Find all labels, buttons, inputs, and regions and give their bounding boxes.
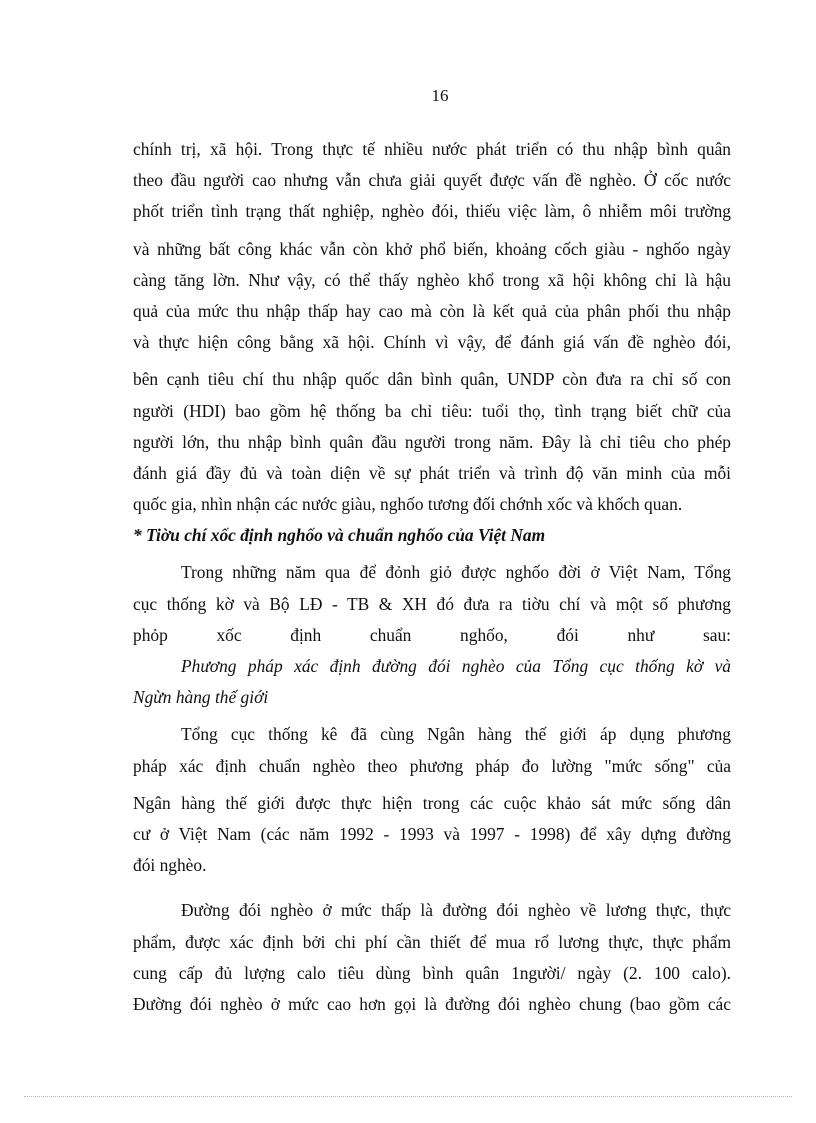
subheading-line: Ngừn hàng thế giới xyxy=(133,687,269,708)
text-line: Đường đói nghèo ở mức cao hơn gọi là đường đói nghèo chung (bao gồm các xyxy=(133,993,731,1014)
text-line: theo đầu người cao nhưng vẫn chưa giải quyết được vấn đề nghèo. Ở cốc nước xyxy=(133,170,731,191)
text-line: càng tăng lờn. Như vậy, có thể thấy nghèo khổ trong xã hội không chỉ là hậu xyxy=(133,269,731,290)
text-line: Tổng cục thống kê đã cùng Ngân hàng thế giới áp dụng phương xyxy=(181,724,731,745)
text-line: quả của mức thu nhập thấp hay cao mà còn là kết quả của phân phối thu nhập xyxy=(133,300,731,321)
text-line: cung cấp đủ lượng calo tiêu dùng bình quân 1người/ ngày (2. 100 calo). xyxy=(133,962,731,983)
text-line: Trong những năm qua để đỏnh giỏ được nghốo đời ở Việt Nam, Tổng xyxy=(181,562,731,583)
text-line: và thực hiện công bằng xã hội. Chính vì vậy, để đánh giá vấn đề nghèo đói, xyxy=(133,332,731,353)
footer-divider xyxy=(24,1096,792,1097)
text-line: Ngân hàng thế giới được thực hiện trong các cuộc khảo sát mức sống dân xyxy=(133,792,731,813)
text-line: người (HDI) bao gồm hệ thống ba chỉ tiêu: tuổi thọ, tình trạng biết chữ của xyxy=(133,400,731,421)
text-line: chính trị, xã hội. Trong thực tế nhiều nước phát triển có thu nhập bình quân xyxy=(133,139,731,159)
text-line: phốt triển tình trạng thất nghiệp, nghèo đói, thiếu việc làm, ô nhiễm môi trường xyxy=(133,201,731,222)
text-line: pháp xác định chuẩn nghèo theo phương pháp đo lường "mức sống" của xyxy=(133,755,731,776)
text-line: và những bất công khác vẫn còn khở phổ biến, khoảng cốch giàu - nghốo ngày xyxy=(133,238,731,259)
text-line: cục thống kờ và Bộ LĐ - TB & XH đó đưa ra tiờu chí và một số phương xyxy=(133,593,731,614)
text-line: quốc gia, nhìn nhận các nước giàu, nghốo tương đối chớnh xốc và khốch quan. xyxy=(133,494,683,515)
text-line: phẩm, được xác định bởi chi phí cần thiết để mua rổ lương thực, thực phẩm xyxy=(133,931,731,952)
body-text xyxy=(133,134,731,1020)
text-line: người lớn, thu nhập bình quân đầu người trong năm. Đây là chỉ tiêu cho phép xyxy=(133,431,731,452)
text-line: đánh giá đầy đủ và toàn diện về sự phát triển và trình độ văn minh của mỗi xyxy=(133,462,731,483)
page-number: 16 xyxy=(431,86,449,105)
text-line: cư ở Việt Nam (các năm 1992 - 1993 và 1997 - 1998) để xây dựng đường xyxy=(133,823,731,844)
subheading-line: Phương pháp xác định đường đói nghèo của Tổng cục thống kờ và xyxy=(181,656,731,676)
text-line: đói nghèo. xyxy=(133,855,207,876)
text-line: Đường đói nghèo ở mức thấp là đường đói nghèo về lương thực, thực xyxy=(181,900,731,921)
text-line: bên cạnh tiêu chí thu nhập quốc dân bình quân, UNDP còn đưa ra chỉ số con xyxy=(133,369,731,390)
text-line: phỏp xốc định chuẩn nghốo, đói như sau: xyxy=(133,624,731,645)
section-heading: * Tiờu chí xốc định nghốo và chuẩn nghốo của Việt Nam xyxy=(133,525,546,546)
